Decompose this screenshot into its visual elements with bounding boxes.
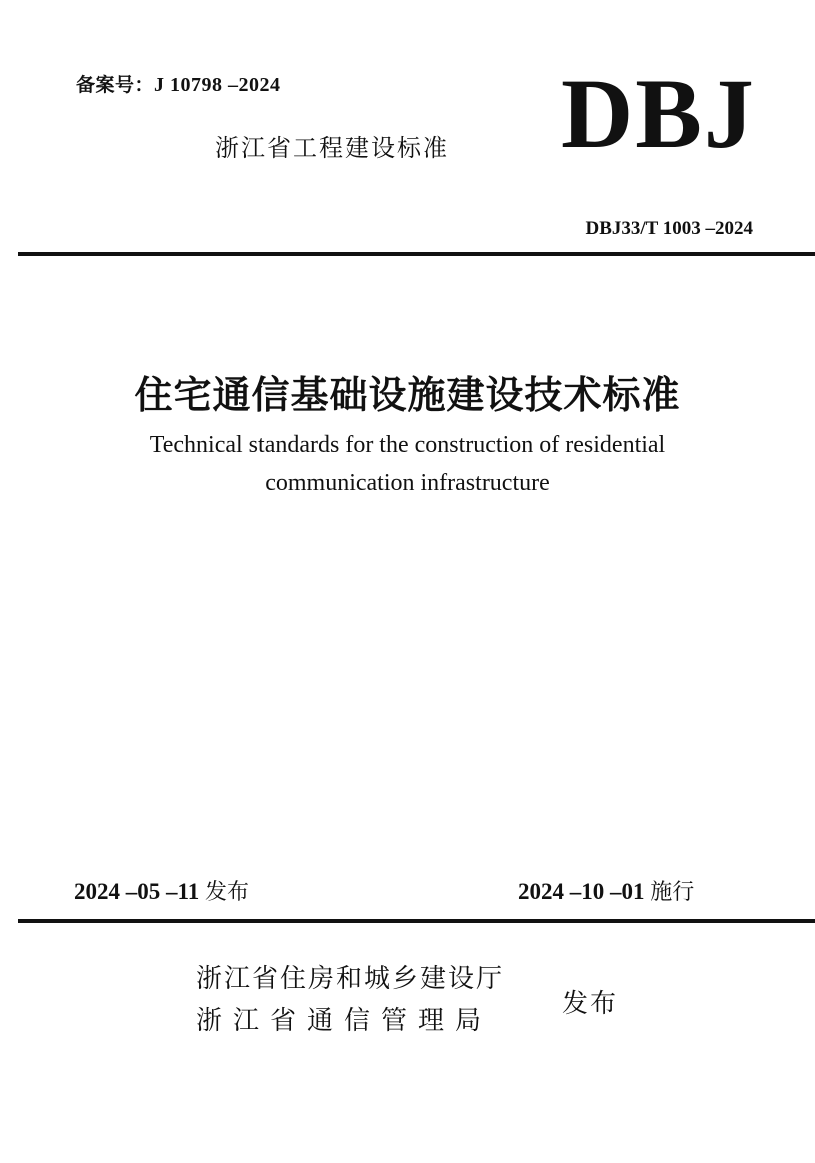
dbj-logo: DBJ (561, 58, 756, 169)
issue-date-value: 2024 –05 –11 (74, 879, 200, 904)
record-number (76, 70, 281, 97)
title-en-line-2: communication infrastructure (265, 470, 550, 496)
document-title-zh: 住宅通信基础设施建设技术标准 (134, 372, 681, 417)
effective-date (518, 875, 694, 906)
bottom-divider (18, 919, 815, 923)
document-title-en (0, 426, 815, 502)
publisher-housing-dept: 浙江省住房和城乡建设厅 (196, 964, 505, 994)
issue-date-label: 发布 (204, 880, 249, 905)
effective-date-label: 施行 (650, 880, 695, 905)
record-number-value: J 10798 –2024 (154, 74, 281, 96)
title-en-line-1: Technical standards for the construction of residential (149, 432, 666, 458)
effective-date-value: 2024 –10 –01 (518, 879, 645, 904)
standard-code: DBJ33/T 1003 –2024 (585, 218, 753, 239)
publish-label: 发布 (562, 989, 619, 1019)
issue-date (74, 875, 249, 906)
top-divider (18, 252, 815, 256)
publisher-list (196, 958, 504, 1042)
publisher-comm-admin: 浙江省通信管理局 (196, 1006, 493, 1036)
provincial-standard-label: 浙江省工程建设标准 (215, 134, 449, 162)
record-prefix: 备案号： (76, 74, 155, 96)
